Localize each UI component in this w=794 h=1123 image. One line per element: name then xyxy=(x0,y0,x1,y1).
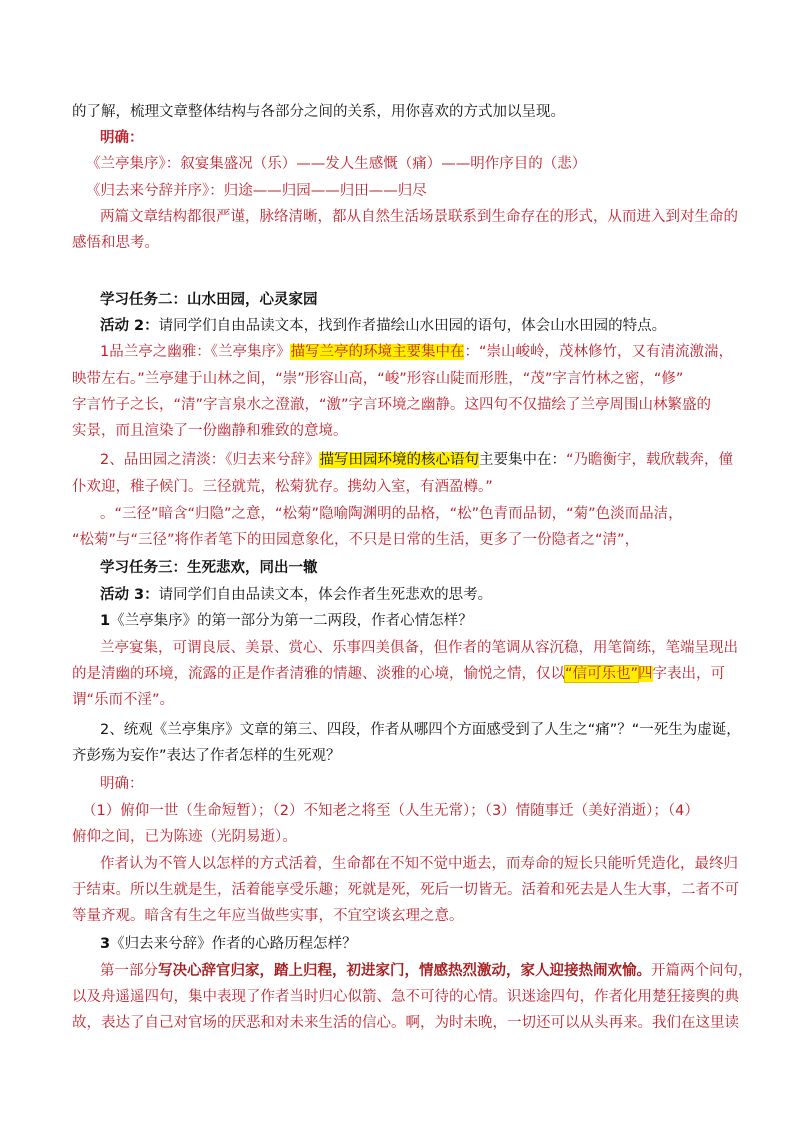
activity-3-line xyxy=(100,585,732,605)
paragraph-line: 的了解，梳理文章整体结构与各部分之间的关系，用你喜欢的方式加以呈现。 xyxy=(72,104,565,120)
question-text: 《归去来兮辞》作者的心路历程怎样？ xyxy=(110,936,357,952)
answer-label: 明确： xyxy=(100,130,144,146)
paragraph-line: 以及舟遥遥四句，集中表现了作者当时归心似箭、急不可待的心情。识迷途四句，作者化用楚狂接舆的典 xyxy=(72,989,739,1005)
paragraph-line xyxy=(100,961,753,981)
paragraph-line: 俯仰之间，已为陈迹（光阴易逝）。 xyxy=(72,829,297,845)
question-2: 2、统观《兰亭集序》文章的第三、四段，作者从哪四个方面感受到了人生之“痛”？“一死生为虚诞， xyxy=(100,722,741,738)
paragraph-line: 等量齐观。暗含有生之年应当做些实事，不宜空谈玄理之意。 xyxy=(72,908,464,924)
structure-line-guiqulai: 《归去来兮辞并序》：归途——归园——归田——归尽 xyxy=(86,183,427,199)
question-text: 《兰亭集序》的第一部分为第一二两段，作者心情怎样？ xyxy=(110,613,473,629)
quote-span: “乃瞻衡宇，载欣载奔，僮 xyxy=(565,452,733,468)
question-number: 3 xyxy=(100,936,111,952)
activity-label: 活动 2： xyxy=(100,318,159,334)
question-2-cont: 齐彭殇为妄作”表达了作者怎样的生死观？ xyxy=(72,748,341,764)
paragraph-line: 作者认为不管人以怎样的方式活着，生命都在不知不觉中逝去，而寿命的短长只能听凭造化，最终归 xyxy=(100,856,738,872)
paragraph-line xyxy=(100,450,732,470)
paragraph-line: “松菊”与“三径”将作者笔下的田园意象化，不只是日常的生活，更多了一份隐者之“清”， xyxy=(72,532,640,548)
question-number: 1 xyxy=(100,613,111,629)
text-span: 2、品田园之清淡：《归去来兮辞》 xyxy=(100,452,320,468)
highlighted-text: 四 xyxy=(638,666,653,682)
text-span: 1品兰亭之幽雅：《兰亭集序》 xyxy=(100,344,291,360)
highlighted-text: 描写田园环境的核心语句 xyxy=(319,452,479,468)
text-span: 的是清幽的环境，流露的正是作者清雅的情趣、淡雅的心境，愉悦之情，仅以 xyxy=(72,666,565,682)
paragraph-line: 字言竹子之长，“清”字言泉水之澄澈，“激”字言环境之幽静。这四句不仅描绘了兰亭周围山林繁盛的 xyxy=(72,397,712,413)
paragraph-line: 感悟和思考。 xyxy=(72,235,159,251)
paragraph-line: 谓“乐而不淫”。 xyxy=(72,692,175,708)
text-span: ：“崇山峻岭，茂林修竹，又有清流激湍， xyxy=(464,344,733,360)
question-1 xyxy=(100,611,732,631)
highlighted-text: 描写兰亭的环境主要集中在 xyxy=(290,344,465,360)
text-span: 主要集中在： xyxy=(478,452,566,468)
bold-text: 写决心辞官归家，踏上归程，初进家门，情感热烈激动，家人迎接热闹欢愉。 xyxy=(158,963,651,979)
activity-text: 请同学们自由品读文本，体会作者生死悲欢的思考。 xyxy=(158,587,493,603)
paragraph-line xyxy=(72,664,732,684)
paragraph-line: 仆欢迎，稚子候门。三径就荒，松菊犹存。携幼入室，有酒盈樽。” xyxy=(72,479,493,495)
paragraph-line: 兰亭宴集，可谓良辰、美景、赏心、乐事四美俱备，但作者的笔调从容沉稳，用笔简练，笔端呈现出 xyxy=(100,640,738,656)
paragraph-line: （1）俯仰一世（生命短暂）；（2）不知老之将至（人生无常）；（3）情随事迁（美好消逝）；（4） xyxy=(82,803,699,819)
paragraph-line: 实景，而且渲染了一份幽静和雅致的意境。 xyxy=(72,423,348,439)
activity-label: 活动 3： xyxy=(100,587,159,603)
activity-text: 请同学们自由品读文本，找到作者描绘山水田园的语句，体会山水田园的特点。 xyxy=(158,318,667,334)
paragraph-line: 两篇文章结构都很严谨，脉络清晰，都从自然生活场景联系到生命存在的形式，从而进入到对生命的 xyxy=(100,209,738,225)
answer-label: 明确： xyxy=(100,776,144,792)
section-heading-task-3: 学习任务三：生死悲欢，同出一辙 xyxy=(100,560,318,576)
paragraph-line xyxy=(100,342,732,362)
paragraph-line: 。“三径”暗含“归隐”之意，“松菊”隐喻陶渊明的品格，“松”色青而品韧，“菊”色淡而品洁， xyxy=(100,506,683,522)
text-span: 字表出，可 xyxy=(652,666,726,682)
highlighted-text: “信可乐也” xyxy=(565,666,639,682)
paragraph-line: 故，表达了自己对官场的厌恶和对未来生活的信心。啊，为时未晚，一切还可以从头再来。我们在这里读 xyxy=(72,1015,739,1031)
text-span: 第一部分 xyxy=(100,963,158,979)
paragraph-line: 映带左右。”兰亭建于山林之间，“崇”形容山高，“峻”形容山陡而形胜，“茂”字言竹林之密，“修” xyxy=(72,371,684,387)
activity-2-line xyxy=(100,316,732,336)
text-span: 开篇两个问句， xyxy=(651,963,753,979)
structure-line-lanting: 《兰亭集序》：叙宴集盛况（乐）——发人生感慨（痛）——明作序目的（悲） xyxy=(86,156,587,172)
question-3 xyxy=(100,934,732,954)
paragraph-line: 于结束。所以生就是生，活着能享受乐趣；死就是死，死后一切皆无。活着和死去是人生大事，二者不可 xyxy=(72,882,739,898)
section-heading-task-2: 学习任务二：山水田园，心灵家园 xyxy=(100,292,318,308)
